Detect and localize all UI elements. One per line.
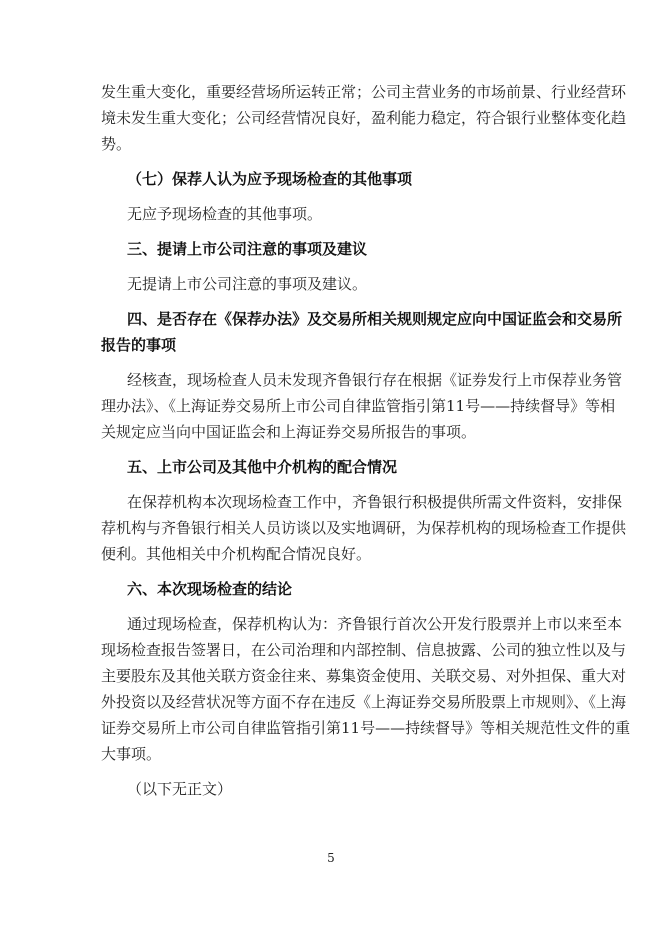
paragraph (101, 367, 623, 445)
text-line: 报告的事项 (101, 336, 177, 354)
section-heading (101, 306, 623, 358)
paragraph (101, 611, 631, 767)
text-line: 荐机构与齐鲁银行相关人员访谈以及实地调研，为保荐机构的现场检查工作提供 (101, 519, 627, 537)
text-line: 外投资以及经营状况等方面不存在违反《上海证券交易所股票上市规则》、《上海 (101, 693, 627, 711)
text-line: 境未发生重大变化；公司经营情况良好，盈利能力稳定，符合银行业整体变化趋 (101, 109, 627, 127)
text-line: 势。 (101, 135, 132, 153)
section-heading (101, 576, 562, 602)
text-line: 五、上市公司及其他中介机构的配合情况 (127, 458, 398, 476)
text-line: （以下无正文） (127, 780, 233, 798)
paragraph (101, 776, 562, 802)
section-heading (101, 236, 562, 262)
text-line: 三、提请上市公司注意的事项及建议 (127, 240, 368, 258)
text-line: 现场检查报告签署日，在公司治理和内部控制、信息披露、公司的独立性以及与 (101, 641, 627, 659)
section-heading (101, 166, 562, 192)
text-line: 大事项。 (101, 745, 162, 763)
text-line: 主要股东及其他关联方资金往来、募集资金使用、关联交易、对外担保、重大对 (101, 667, 627, 685)
paragraph (101, 201, 562, 227)
text-line: （七）保荐人认为应予现场检查的其他事项 (127, 170, 413, 188)
text-line: 关规定应当向中国证监会和上海证券交易所报告的事项。 (101, 423, 477, 441)
text-line: 发生重大变化，重要经营场所运转正常；公司主营业务的市场前景、行业经营环 (101, 83, 627, 101)
text-line: 四、是否存在《保荐办法》及交易所相关规则规定应向中国证监会和交易所 (127, 310, 623, 328)
text-line: 无提请上市公司注意的事项及建议。 (127, 275, 368, 293)
page-number: 5 (327, 851, 335, 865)
text-line: 理办法》、《上海证券交易所上市公司自律监管指引第11号——持续督导》等相 (101, 397, 616, 415)
paragraph (101, 489, 627, 567)
text-line: 经核查，现场检查人员未发现齐鲁银行存在根据《证券发行上市保荐业务管 (127, 371, 623, 389)
text-line: 在保荐机构本次现场检查工作中，齐鲁银行积极提供所需文件资料，安排保 (127, 493, 623, 511)
section-heading (101, 454, 562, 480)
paragraph (101, 79, 627, 157)
text-line: 便利。其他相关中介机构配合情况良好。 (101, 545, 372, 563)
text-line: 六、本次现场检查的结论 (127, 580, 293, 598)
text-line: 无应予现场检查的其他事项。 (127, 205, 323, 223)
text-line: 通过现场检查，保荐机构认为：齐鲁银行首次公开发行股票并上市以来至本 (127, 615, 623, 633)
document-body (101, 79, 631, 811)
text-line: 证券交易所上市公司自律监管指引第11号——持续督导》等相关规范性文件的重 (101, 719, 631, 737)
paragraph (101, 271, 562, 297)
